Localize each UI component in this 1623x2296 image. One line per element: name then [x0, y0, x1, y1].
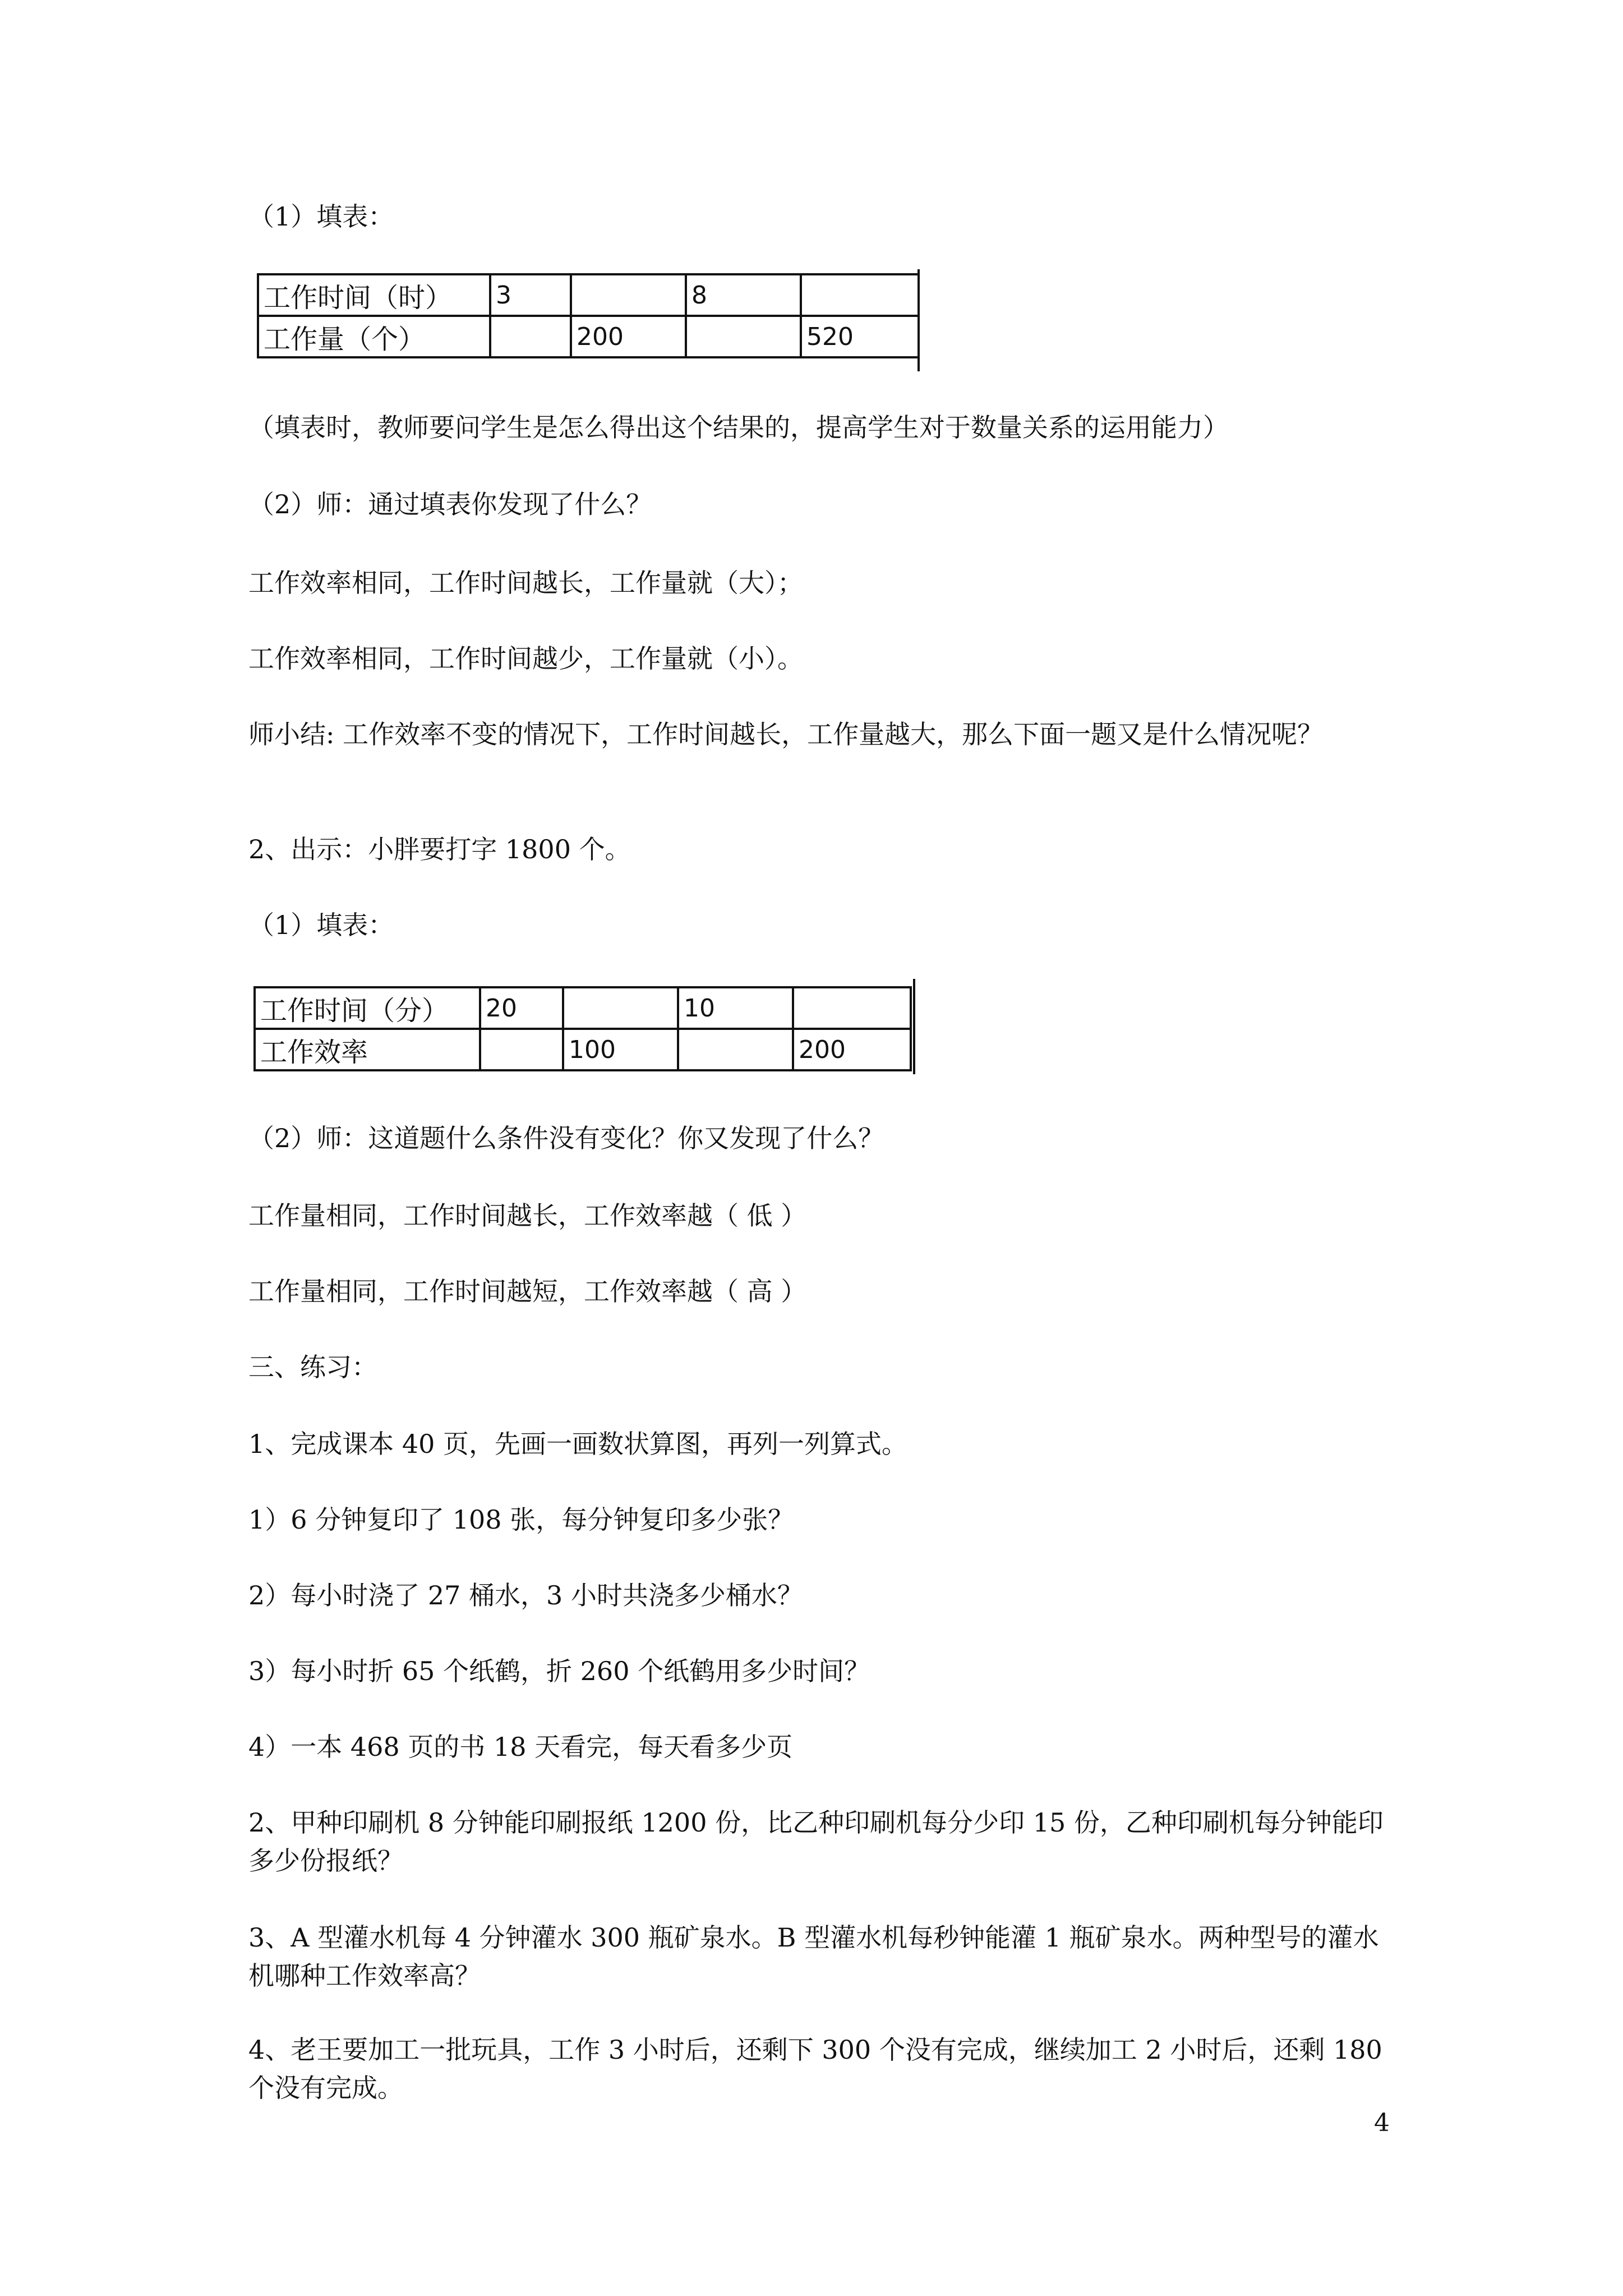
exercise-sub-3: 3）每小时折 65 个纸鹤，折 260 个纸鹤用多少时间？	[248, 1656, 870, 1686]
exercise-item-4: 4、老王要加工一批玩具，工作 3 小时后，还剩下 300 个没有完成，继续加工 2 小时后，还剩 180 个没有完成。	[248, 2035, 1382, 2103]
teacher-note: （填表时，教师要问学生是怎么得出这个结果的，提高学生对于数量关系的运用能力）	[248, 412, 1229, 443]
question-2: （2）师：通过填表你发现了什么？	[248, 489, 652, 519]
table-cell	[686, 316, 801, 357]
table-cell: 20	[480, 987, 563, 1029]
table-cell: 200	[793, 1029, 911, 1070]
table-edge-line	[917, 269, 920, 371]
finding-high: 工作量相同，工作时间越短，工作效率越（ 高 ）	[248, 1276, 807, 1306]
table-cell: 200	[571, 316, 686, 357]
page-number: 4	[1374, 2109, 1390, 2137]
exercise-item-2: 2、甲种印刷机 8 分钟能印刷报纸 1200 份，比乙种印刷机每分少印 15 份，乙种印刷机每分钟能印多少份报纸？	[248, 1807, 1384, 1876]
table-edge-line	[913, 979, 915, 1074]
table-cell: 8	[686, 274, 801, 316]
finding-1: 工作效率相同，工作时间越长，工作量就（大）；	[248, 568, 803, 598]
teacher-summary: 师小结: 工作效率不变的情况下，工作时间越长，工作量越大，那么下面一题又是什么情况呢？	[248, 719, 1324, 749]
table-cell	[571, 274, 686, 316]
row-header: 工作效率	[255, 1029, 480, 1070]
table-cell	[678, 1029, 793, 1070]
table-row	[255, 987, 911, 1029]
work-quantity-table	[257, 273, 920, 358]
table-cell	[563, 987, 678, 1029]
exercise-sub-4: 4）一本 468 页的书 18 天看完，每天看多少页	[248, 1732, 793, 1762]
finding-low: 工作量相同，工作时间越长，工作效率越（ 低 ）	[248, 1200, 807, 1231]
finding-2: 工作效率相同，工作时间越少，工作量就（小）。	[248, 643, 803, 674]
fill-table-label-2: （1）填表：	[248, 910, 394, 940]
exercise-item-3: 3、A 型灌水机每 4 分钟灌水 300 瓶矿泉水。B 型灌水机每秒钟能灌 1 瓶矿泉水。两种型号的灌水机哪种工作效率高？	[248, 1922, 1379, 1991]
row-header: 工作时间（分）	[255, 987, 480, 1029]
work-efficiency-table	[253, 986, 912, 1071]
table-cell: 520	[801, 316, 919, 357]
row-header: 工作量（个）	[258, 316, 490, 357]
exercise-heading: 三、练习：	[248, 1352, 377, 1382]
row-header: 工作时间（时）	[258, 274, 490, 316]
table-cell	[793, 987, 911, 1029]
table-cell	[801, 274, 919, 316]
table-cell	[490, 316, 571, 357]
exercise-item-1: 1、完成课本 40 页，先画一画数状算图，再列一列算式。	[248, 1429, 908, 1459]
fill-table-label-1: （1）填表：	[248, 201, 394, 232]
table-cell: 3	[490, 274, 571, 316]
question-2b: （2）师：这道题什么条件没有变化？你又发现了什么？	[248, 1123, 884, 1153]
table-row	[258, 316, 919, 357]
table-row	[258, 274, 919, 316]
table-cell	[480, 1029, 563, 1070]
table-cell: 100	[563, 1029, 678, 1070]
exercise-sub-2: 2）每小时浇了 27 桶水，3 小时共浇多少桶水？	[248, 1580, 803, 1611]
show-task: 2、出示：小胖要打字 1800 个。	[248, 834, 631, 864]
table-cell: 10	[678, 987, 793, 1029]
exercise-sub-1: 1）6 分钟复印了 108 张，每分钟复印多少张？	[248, 1504, 794, 1535]
table-row	[255, 1029, 911, 1070]
